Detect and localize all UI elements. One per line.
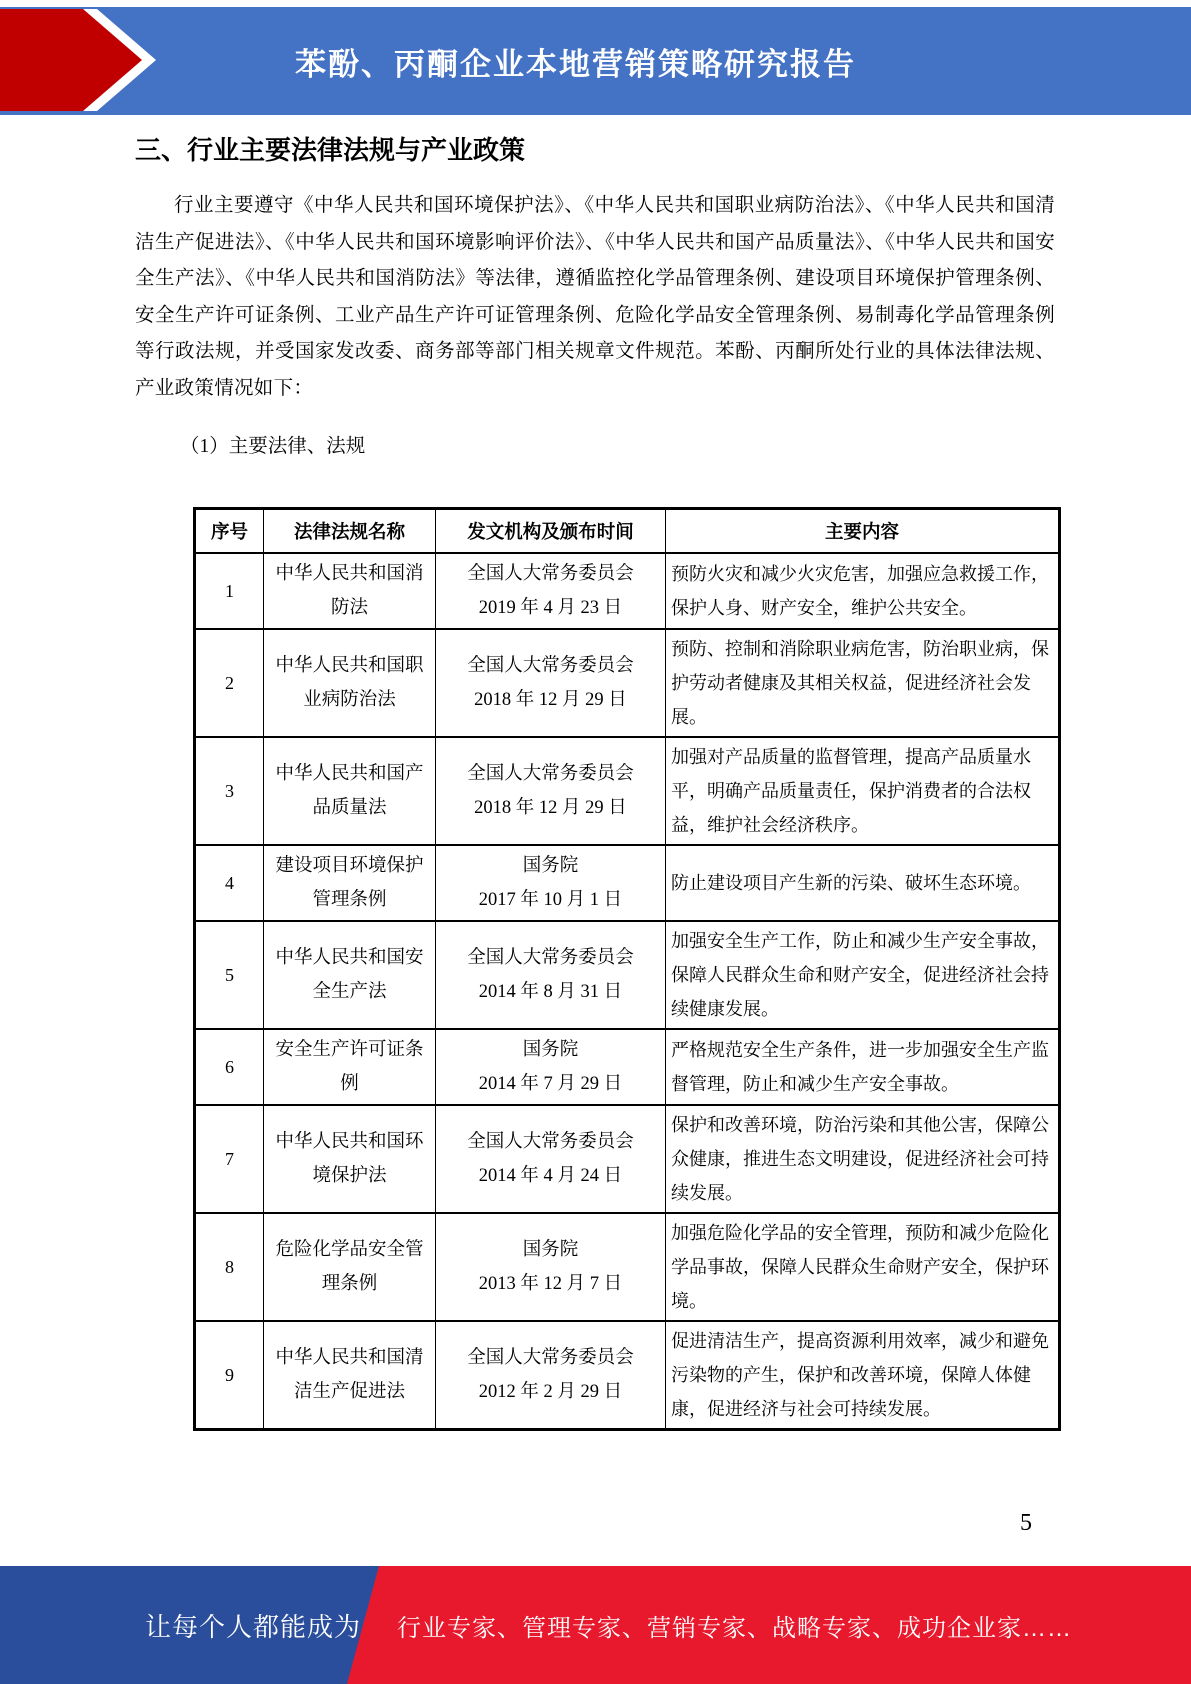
- law-content-cell: 保护和改善环境，防治污染和其他公害，保障公众健康，推进生态文明建设，促进经济社会可持续发展。: [666, 1105, 1060, 1213]
- row-number-cell: 9: [195, 1321, 264, 1430]
- main-content: [135, 115, 1055, 1431]
- row-number-cell: 7: [195, 1105, 264, 1213]
- column-header-content: 主要内容: [666, 509, 1060, 554]
- issuer-date-cell: 国务院 2014 年 7 月 29 日: [436, 1029, 666, 1105]
- law-content-cell: 加强对产品质量的监督管理，提高产品质量水平，明确产品质量责任，保护消费者的合法权益，维护社会经济秩序。: [666, 737, 1060, 845]
- laws-table: [193, 507, 1061, 1431]
- table-header-row: [195, 509, 1060, 554]
- report-title: 苯酚、丙酮企业本地营销策略研究报告: [295, 46, 856, 82]
- report-header-banner: [0, 7, 1191, 115]
- table-row: [195, 629, 1060, 737]
- law-content-cell: 加强安全生产工作，防止和减少生产安全事故，保障人民群众生命和财产安全，促进经济社会持续健康发展。: [666, 921, 1060, 1029]
- table-row: [195, 1213, 1060, 1321]
- footer-slogan-right: 行业专家、管理专家、营销专家、战略专家、成功企业家……: [397, 1614, 1072, 1642]
- laws-table-body: [195, 553, 1060, 1430]
- table-row: [195, 1029, 1060, 1105]
- law-name-cell: 安全生产许可证条例: [264, 1029, 436, 1105]
- issuer-date-cell: 全国人大常务委员会 2012 年 2 月 29 日: [436, 1321, 666, 1430]
- row-number-cell: 5: [195, 921, 264, 1029]
- row-number-cell: 3: [195, 737, 264, 845]
- law-content-cell: 促进清洁生产，提高资源利用效率，减少和避免污染物的产生，保护和改善环境，保障人体健康，促进经济与社会可持续发展。: [666, 1321, 1060, 1430]
- intro-paragraph: 行业主要遵守《中华人民共和国环境保护法》、《中华人民共和国职业病防治法》、《中华人民共和国清洁生产促进法》、《中华人民共和国环境影响评价法》、《中华人民共和国产品质量法》、《中华人民共和国安全生产法》、《中华人民共和国消防法》等法律，遵循监控化学品管理条例、建设项目环境保护管理条例、安全生产许可证条例、工业产品生产许可证管理条例、危险化学品安全管理条例、易制毒化学品管理条例等行政法规，并受国家发改委、商务部等部门相关规章文件规范。苯酚、丙酮所处行业的具体法律法规、产业政策情况如下：: [135, 195, 1055, 399]
- issuer-date-cell: 国务院 2013 年 12 月 7 日: [436, 1213, 666, 1321]
- issuer-date-cell: 全国人大常务委员会 2019 年 4 月 23 日: [436, 553, 666, 629]
- law-content-cell: 预防、控制和消除职业病危害，防治职业病，保护劳动者健康及其相关权益，促进经济社会发展。: [666, 629, 1060, 737]
- table-row: [195, 1321, 1060, 1430]
- table-row: [195, 845, 1060, 921]
- table-row: [195, 921, 1060, 1029]
- issuer-date-cell: 全国人大常务委员会 2018 年 12 月 29 日: [436, 737, 666, 845]
- column-header-issuer: 发文机构及颁布时间: [436, 509, 666, 554]
- law-name-cell: 中华人民共和国职业病防治法: [264, 629, 436, 737]
- column-header-no: 序号: [195, 509, 264, 554]
- law-name-cell: 中华人民共和国清洁生产促进法: [264, 1321, 436, 1430]
- law-name-cell: 危险化学品安全管理条例: [264, 1213, 436, 1321]
- law-name-cell: 中华人民共和国消防法: [264, 553, 436, 629]
- law-content-cell: 加强危险化学品的安全管理，预防和减少危险化学品事故，保障人民群众生命财产安全，保护环境。: [666, 1213, 1060, 1321]
- issuer-date-cell: 全国人大常务委员会 2018 年 12 月 29 日: [436, 629, 666, 737]
- table-row: [195, 553, 1060, 629]
- issuer-date-cell: 全国人大常务委员会 2014 年 4 月 24 日: [436, 1105, 666, 1213]
- row-number-cell: 1: [195, 553, 264, 629]
- footer-slogan-left: 让每个人都能成为: [145, 1611, 362, 1642]
- row-number-cell: 8: [195, 1213, 264, 1321]
- law-name-cell: 中华人民共和国安全生产法: [264, 921, 436, 1029]
- footer-banner: [0, 1566, 1191, 1684]
- row-number-cell: 2: [195, 629, 264, 737]
- row-number-cell: 6: [195, 1029, 264, 1105]
- page-number: 5: [1020, 1510, 1032, 1536]
- law-content-cell: 防止建设项目产生新的污染、破坏生态环境。: [666, 845, 1060, 921]
- law-name-cell: 中华人民共和国产品质量法: [264, 737, 436, 845]
- law-content-cell: 严格规范安全生产条件，进一步加强安全生产监督管理，防止和减少生产安全事故。: [666, 1029, 1060, 1105]
- column-header-name: 法律法规名称: [264, 509, 436, 554]
- law-content-cell: 预防火灾和减少火灾危害，加强应急救援工作，保护人身、财产安全，维护公共安全。: [666, 553, 1060, 629]
- row-number-cell: 4: [195, 845, 264, 921]
- sub-heading: （1）主要法律、法规: [180, 436, 366, 457]
- law-name-cell: 建设项目环境保护管理条例: [264, 845, 436, 921]
- law-name-cell: 中华人民共和国环境保护法: [264, 1105, 436, 1213]
- issuer-date-cell: 国务院 2017 年 10 月 1 日: [436, 845, 666, 921]
- table-row: [195, 737, 1060, 845]
- issuer-date-cell: 全国人大常务委员会 2014 年 8 月 31 日: [436, 921, 666, 1029]
- section-heading: 三、行业主要法律法规与产业政策: [135, 135, 526, 165]
- table-row: [195, 1105, 1060, 1213]
